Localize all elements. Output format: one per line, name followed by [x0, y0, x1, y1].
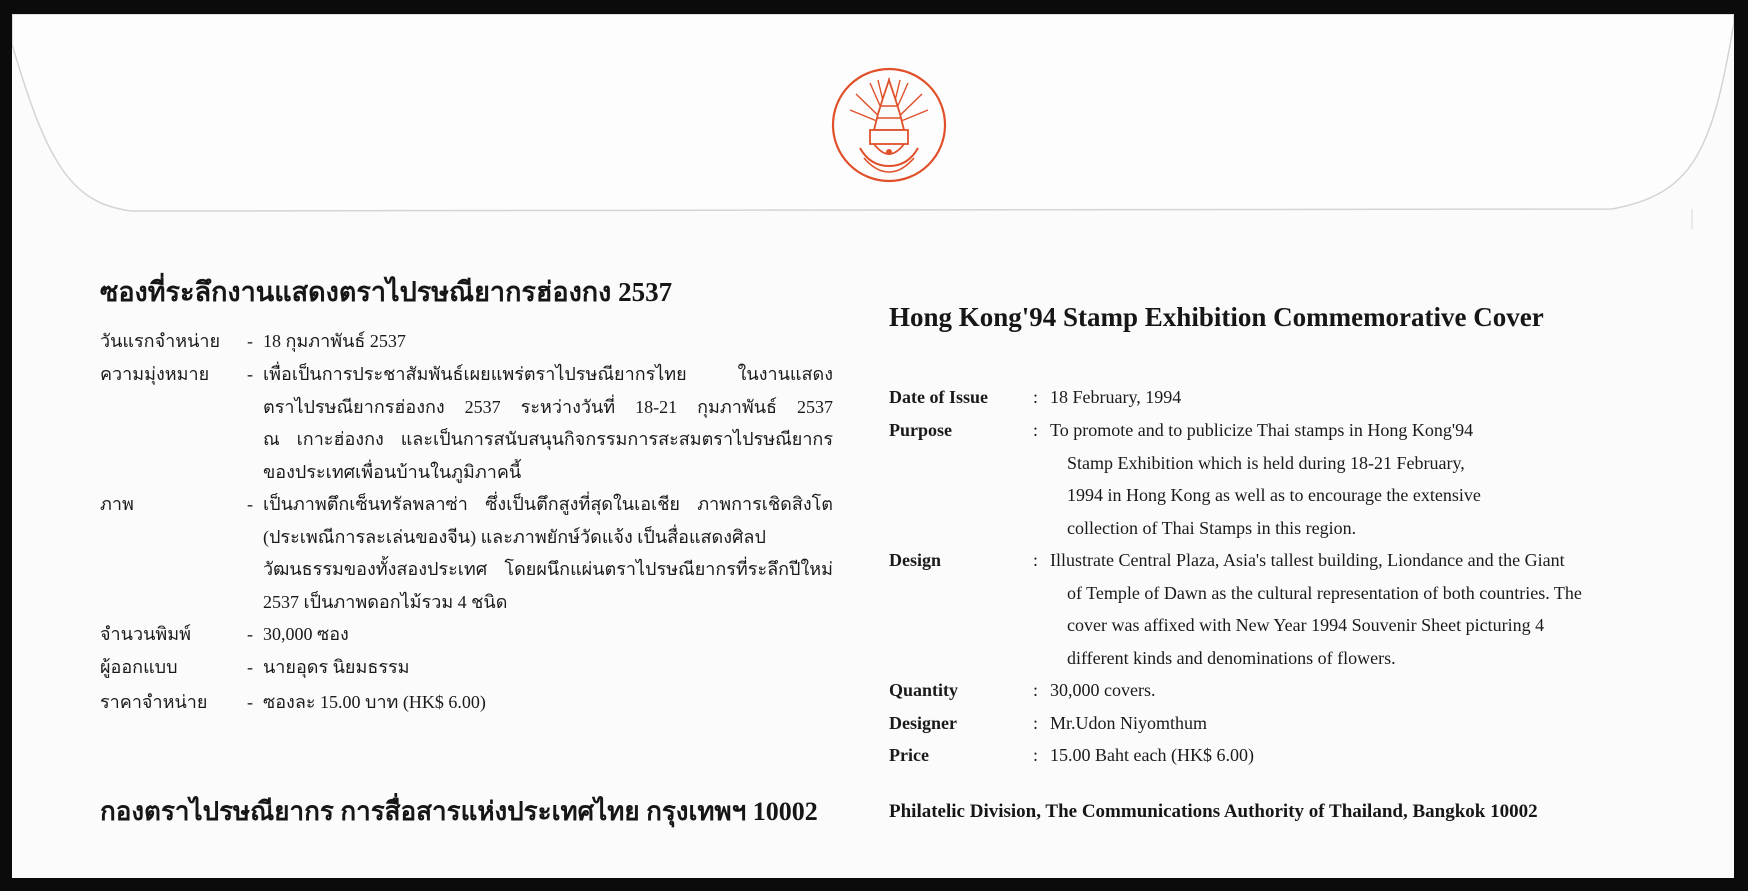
thai-field-separator: -: [247, 692, 253, 712]
english-field-line: To promote and to publicize Thai stamps in Hong Kong'94: [1050, 420, 1474, 440]
english-field-separator: :: [1033, 550, 1039, 570]
english-field-label: Price: [889, 745, 929, 765]
english-field-line: Illustrate Central Plaza, Asia's tallest building, Liondance and the Giant: [1050, 550, 1565, 570]
english-field-line: 18 February, 1994: [1050, 387, 1182, 407]
english-field-line: 1994 in Hong Kong as well as to encourage the extensive: [1067, 485, 1481, 505]
envelope-back: [12, 14, 1734, 878]
english-field-line: different kinds and denominations of flowers.: [1067, 647, 1396, 668]
english-field-separator: :: [1033, 745, 1039, 765]
thai-field-separator: -: [247, 494, 253, 514]
thai-field-line: นายอุดร นิยมธรรม: [263, 657, 410, 677]
thai-field-label: ความมุ่งหมาย: [100, 364, 210, 384]
thai-field-line: ตราไปรษณียากรฮ่องกง 2537 ระหว่างวันที่ 18-21 กุมภาพันธ์ 2537: [263, 396, 833, 417]
thai-field-line: (ประเพณีการละเล่นของจีน) และภาพยักษ์วัดแจ้ง เป็นสื่อแสดงศิลป: [263, 526, 766, 547]
english-title: Hong Kong'94 Stamp Exhibition Commemorative Cover: [889, 302, 1544, 332]
english-field-label: Design: [889, 550, 942, 570]
thai-field-line: 2537 เป็นภาพดอกไม้รวม 4 ชนิด: [263, 591, 508, 612]
english-field-line: cover was affixed with New Year 1994 Souvenir Sheet picturing 4: [1067, 615, 1545, 635]
thai-field-separator: -: [247, 331, 253, 351]
english-field-separator: :: [1033, 387, 1039, 407]
thai-title: ซองที่ระลึกงานแสดงตราไปรษณียากรฮ่องกง 2537: [100, 277, 673, 307]
thai-field-separator: -: [247, 364, 253, 384]
english-field-line: 30,000 covers.: [1050, 680, 1156, 700]
english-field-separator: :: [1033, 713, 1039, 733]
thai-field-line: ณ เกาะฮ่องกง และเป็นการสนับสนุนกิจกรรมการสะสมตราไปรษณียากร: [263, 429, 833, 449]
thai-footer-address: กองตราไปรษณียากร การสื่อสารแห่งประเทศไทย กรุงเทพฯ 10002: [100, 797, 818, 826]
thai-field-line: เป็นภาพตึกเซ็นทรัลพลาซ่า ซึ่งเป็นตึกสูงที่สุดในเอเชีย ภาพการเชิดสิงโต: [263, 494, 833, 514]
thai-field-label: จำนวนพิมพ์: [100, 624, 191, 644]
english-field-label: Quantity: [889, 680, 959, 700]
english-field-label: Purpose: [889, 420, 952, 440]
thai-field-label: วันแรกจำหน่าย: [100, 331, 221, 351]
english-field-label: Date of Issue: [889, 387, 988, 407]
thai-field-label: ผู้ออกแบบ: [100, 657, 178, 677]
thai-field-separator: -: [247, 624, 253, 644]
english-footer-address: Philatelic Division, The Communications Authority of Thailand, Bangkok 10002: [889, 801, 1538, 822]
thai-field-label: ภาพ: [100, 494, 134, 514]
thai-field-separator: -: [247, 657, 253, 677]
english-field-line: of Temple of Dawn as the cultural representation of both countries. The: [1067, 582, 1582, 603]
thai-field-line: เพื่อเป็นการประชาสัมพันธ์เผยแพร่ตราไปรษณียากรไทย ในงานแสดง: [263, 364, 833, 384]
thai-field-line: 18 กุมภาพันธ์ 2537: [263, 331, 406, 351]
english-field-line: 15.00 Baht each (HK$ 6.00): [1050, 745, 1254, 765]
thai-field-line: ของประเทศเพื่อนบ้านในภูมิภาคนี้: [263, 461, 522, 482]
english-field-line: Mr.Udon Niyomthum: [1050, 713, 1208, 733]
english-field-separator: :: [1033, 680, 1039, 700]
english-field-line: Stamp Exhibition which is held during 18-21 February,: [1067, 452, 1465, 473]
royal-crown-emblem-icon: [830, 66, 948, 184]
thai-field-line: ซองละ 15.00 บาท (HK$ 6.00): [263, 692, 486, 712]
english-field-separator: :: [1033, 420, 1039, 440]
english-field-label: Designer: [889, 713, 957, 733]
thai-field-label: ราคาจำหน่าย: [100, 692, 208, 712]
thai-field-line: 30,000 ซอง: [263, 624, 349, 644]
english-field-line: collection of Thai Stamps in this region.: [1067, 517, 1357, 538]
thai-field-line: วัฒนธรรมของทั้งสองประเทศ โดยผนึกแผ่นตราไปรษณียากรที่ระลึกปีใหม่: [263, 559, 833, 579]
